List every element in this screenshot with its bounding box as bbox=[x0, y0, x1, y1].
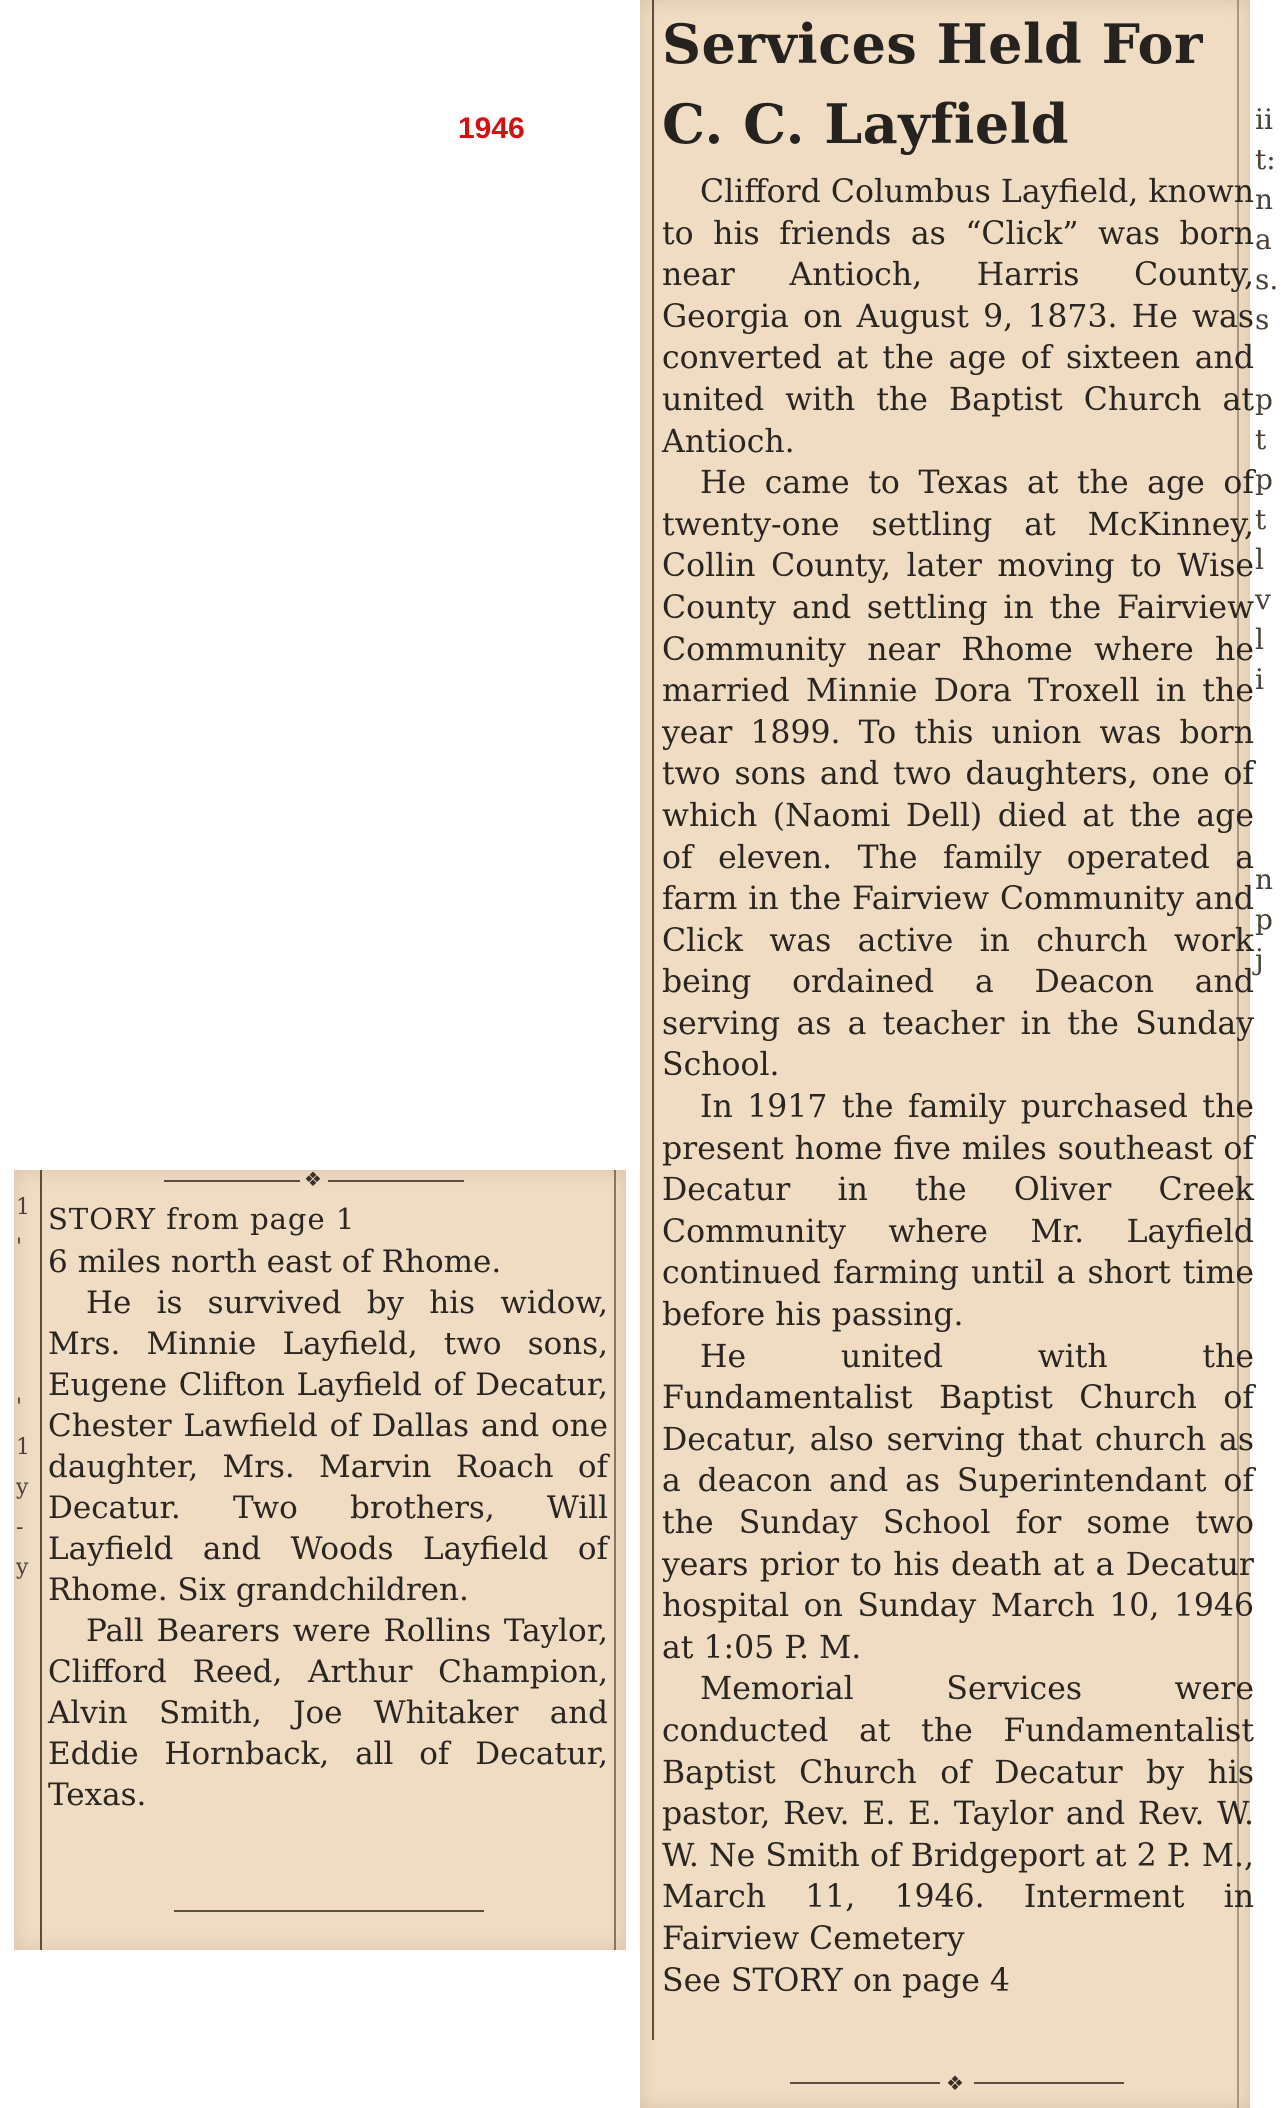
ornament-icon: ❖ bbox=[304, 1167, 322, 1191]
fragment-char: s bbox=[1255, 303, 1270, 336]
fragment-char: a bbox=[1255, 223, 1272, 256]
fragment-char: v bbox=[1255, 583, 1271, 616]
fragment-char: s. bbox=[1255, 263, 1279, 296]
ornament-rule-left bbox=[790, 2082, 940, 2084]
paragraph-texas: He came to Texas at the age of twenty-one settling at McKinney, Collin County, later moving to Wise County and settling in the Fairview Community near Rhome where he married Minnie Dora Troxell in the year 1899. To this union was born two sons and two daughters, one of which (Naomi Dell) died at the age of eleven. The family operated a farm in the Fairview Community and Click was active in church work being ordained a Deacon and serving as a teacher in the Sunday School. bbox=[662, 465, 1254, 1084]
paragraph-services: Memorial Services were conducted at the Fundamentalist Baptist Church of Decatur by his pastor, Rev. E. E. Taylor and Rev. W. W. Ne Smith of Bridgeport at 2 P. M., March 11, 1946. Interment in Fairview Cemetery bbox=[662, 1671, 1254, 1957]
column-rule-right bbox=[614, 1170, 616, 1950]
fragment-char: t bbox=[1255, 423, 1267, 456]
continued-first-line: 6 miles north east of Rhome. bbox=[48, 1244, 502, 1280]
paragraph-survivors: He is survived by his widow, Mrs. Minnie Layfield, two sons, Eugene Clifton Layfield of Decatur, Chester Lawfield of Dallas and one daughter, Mrs. Marvin Roach of Decatur. Two brothers, Will Layfield and Woods Layfield of Rhome. Six grandchildren. bbox=[48, 1285, 608, 1608]
fragment-char bbox=[1255, 700, 1285, 740]
main-clipping bbox=[640, 0, 1254, 2108]
fragment-char: n bbox=[1255, 183, 1274, 216]
paragraph-1917: In 1917 the family purchased the present home five miles southeast of Decatur in the Oliver Creek Community where Mr. Layfield continued farming until a short time before his passing. bbox=[662, 1089, 1254, 1334]
fragment-char: p bbox=[1255, 463, 1273, 496]
fragment-char: 1 bbox=[16, 1195, 30, 1220]
continuation-line: See STORY on page 4 bbox=[662, 1962, 1010, 1999]
ornament-rule-right bbox=[974, 2082, 1124, 2084]
end-rule bbox=[174, 1910, 484, 1912]
fragment-char: y bbox=[16, 1475, 29, 1500]
article-body bbox=[662, 172, 1254, 2002]
paragraph-church: He united with the Fundamentalist Baptist Church of Decatur, also serving that church as a deacon and as Superintendant of the Sunday School for some two years prior to his death at a Decatur hospital on Sunday March 10, 1946 at 1:05 P. M. bbox=[662, 1338, 1254, 1666]
fragment-char: ' bbox=[16, 1395, 23, 1420]
ornament-icon: ❖ bbox=[946, 2071, 964, 2095]
fragment-char: t: bbox=[1255, 143, 1276, 176]
fragment-char: p bbox=[1255, 383, 1273, 416]
continued-body bbox=[48, 1198, 608, 1816]
fragment-char: ' bbox=[16, 1235, 23, 1260]
continued-clipping bbox=[14, 1167, 626, 1950]
fragment-char: i bbox=[1255, 663, 1264, 696]
column-rule-left bbox=[40, 1170, 42, 1950]
column-rule-left bbox=[652, 0, 654, 2040]
fragment-char bbox=[1255, 740, 1285, 780]
bottom-ornament bbox=[670, 2072, 1240, 2094]
fragment-char: l bbox=[1255, 543, 1264, 576]
fragment-char bbox=[16, 1348, 30, 1388]
fragment-char bbox=[1255, 340, 1285, 380]
paragraph-birth: Clifford Columbus Layfield, known to his friends as “Click” was born near Antioch, Harris County, Georgia on August 9, 1873. He was converted at the age of sixteen and united with the Baptist Church at Antioch. bbox=[662, 174, 1254, 460]
ornament-rule-right bbox=[328, 1180, 464, 1182]
fragment-char: t bbox=[1255, 503, 1267, 536]
fragment-char: ii bbox=[1255, 103, 1273, 136]
ornament-rule-left bbox=[164, 1180, 300, 1182]
fragment-char: - bbox=[16, 1515, 24, 1540]
headline-line-1: Services Held For bbox=[662, 12, 1203, 76]
continued-kicker: STORY from page 1 bbox=[48, 1202, 356, 1236]
top-ornament bbox=[124, 1167, 504, 1192]
paragraph-pallbearers: Pall Bearers were Rollins Taylor, Clifford Reed, Arthur Champion, Alvin Smith, Joe Whitaker and Eddie Hornback, all of Decatur, Texas. bbox=[48, 1613, 608, 1813]
fragment-char: l bbox=[1255, 623, 1264, 656]
fragment-char bbox=[16, 1268, 30, 1308]
headline bbox=[662, 4, 1232, 164]
fragment-char: n bbox=[1255, 863, 1274, 896]
fragment-char bbox=[1255, 820, 1285, 860]
fragment-char: 1 bbox=[16, 1435, 30, 1460]
adjacent-column-fragments bbox=[16, 1188, 30, 1588]
year-annotation: 1946 bbox=[458, 112, 525, 145]
adjacent-column-fragments bbox=[1255, 100, 1285, 980]
fragment-char bbox=[16, 1308, 30, 1348]
fragment-char bbox=[1255, 780, 1285, 820]
headline-line-2: C. C. Layfield bbox=[662, 92, 1069, 156]
fragment-char: j bbox=[1255, 943, 1264, 976]
fragment-char: p bbox=[1255, 903, 1273, 936]
fragment-char: y bbox=[16, 1555, 29, 1580]
